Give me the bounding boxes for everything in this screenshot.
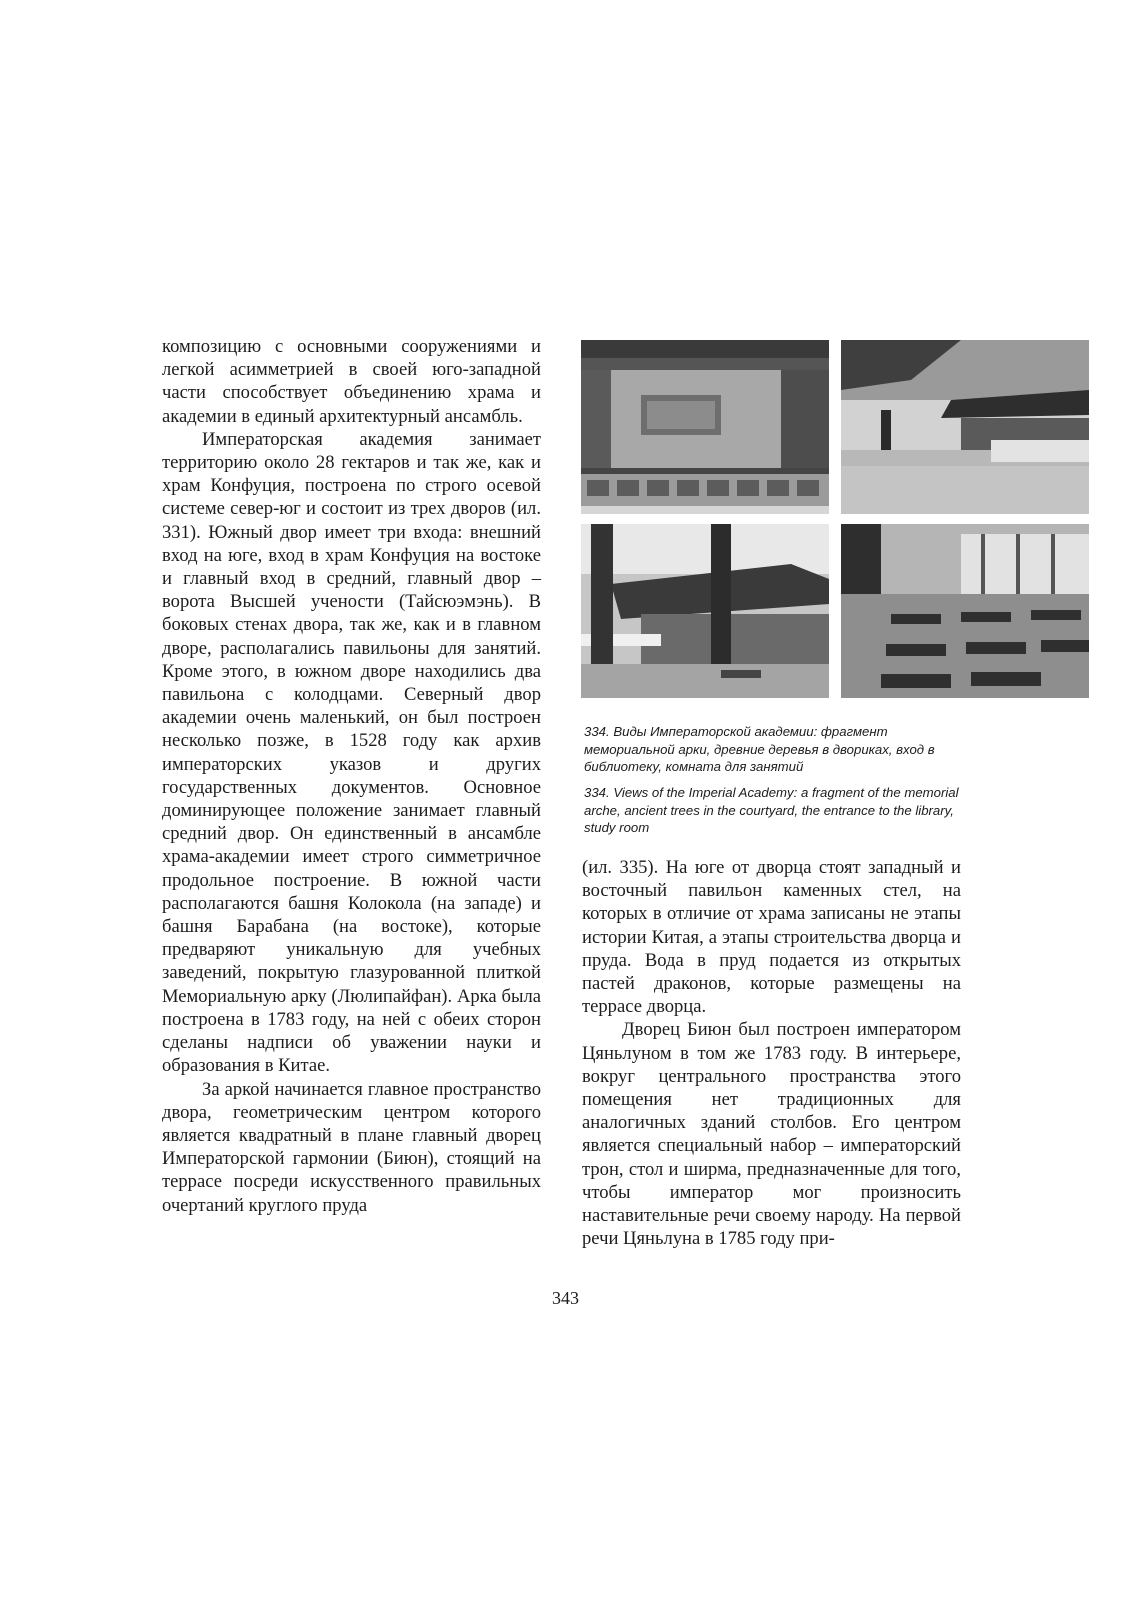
figure-photo-grid xyxy=(581,340,1089,698)
left-text-column xyxy=(162,335,541,1217)
figure-caption-russian: 334. Виды Императорской академии: фрагмент мемориальной арки, древние деревья в двориках, вход в библиотеку, комната для занятий xyxy=(584,724,935,774)
photo-study-room xyxy=(841,524,1089,698)
paragraph: Императорская академия занимает территорию около 28 гектаров и так же, как и храм Конфуция, построена по строго осевой системе север-юг и состоит из трех дворов (ил. 331). Южный двор имеет три входа: внешний вход на юге, вход в храм Конфуция на востоке и главный вход в средний, главный двор – ворота Высшей учености (Тайсюэмэнь). В боковых стенах двора, так же, как и в главном дворе, располагались павильоны для занятий. Кроме этого, в южном дворе находились два павильона с колодцами. Северный двор академии очень маленький, он был построен несколько позже, в 1528 году как архив императорских указов и других государственных документов. Основное доминирующее положение занимает главный средний двор. Он единственный в ансамбле храма-академии имеет строго симметричное продольное построение. В южной части располагаются башня Колокола (на западе) и башня Барабана (на востоке), которые предваряют уникальную для учебных заведений, покрытую глазурованной плиткой Мемориальную арку (Люлипайфан). Арка была построена в 1783 году, на ней с обеих сторон сделаны надписи об уважении науки и образования в Китае. xyxy=(162,428,541,1077)
figure-caption-english: 334. Views of the Imperial Academy: a fragment of the memorial arche, ancient trees in the courtyard, the entrance to the library, study room xyxy=(584,785,959,835)
photo-arch-fragment xyxy=(581,340,829,514)
paragraph: За аркой начинается главное пространство двора, геометрическим центром которого является квадратный в плане главный дворец Императорской гармонии (Биюн), стоящий на террасе посреди искусственного правильных очертаний круглого пруда xyxy=(162,1078,541,1216)
photo-courtyard-trees xyxy=(841,340,1089,514)
paragraph: композицию с основными сооружениями и легкой асимметрией в своей юго-западной части способствует объединению храма и академии в единый архитектурный ансамбль. xyxy=(162,336,541,427)
paragraph: Дворец Биюн был построен императором Цяньлуном в том же 1783 году. В интерьере, вокруг центрального пространства этого помещения нет традиционных для аналогичных зданий столбов. Его центром является специальный набор – императорский трон, стол и ширма, предназначенные для того, чтобы император мог произносить наставительные речи своему народу. На первой речи Цяньлуна в 1785 году при- xyxy=(582,1019,961,1250)
photo-library-entrance xyxy=(581,524,829,698)
right-text-column xyxy=(582,856,961,1250)
page-number: 343 xyxy=(552,1288,579,1308)
paragraph: (ил. 335). На юге от дворца стоят западный и восточный павильон каменных стел, на которых в отличие от храма записаны не этапы истории Китая, а этапы строительства дворца и пруда. Вода в пруд подается из открытых пастей драконов, которые размещены на террасе дворца. xyxy=(582,857,961,1018)
